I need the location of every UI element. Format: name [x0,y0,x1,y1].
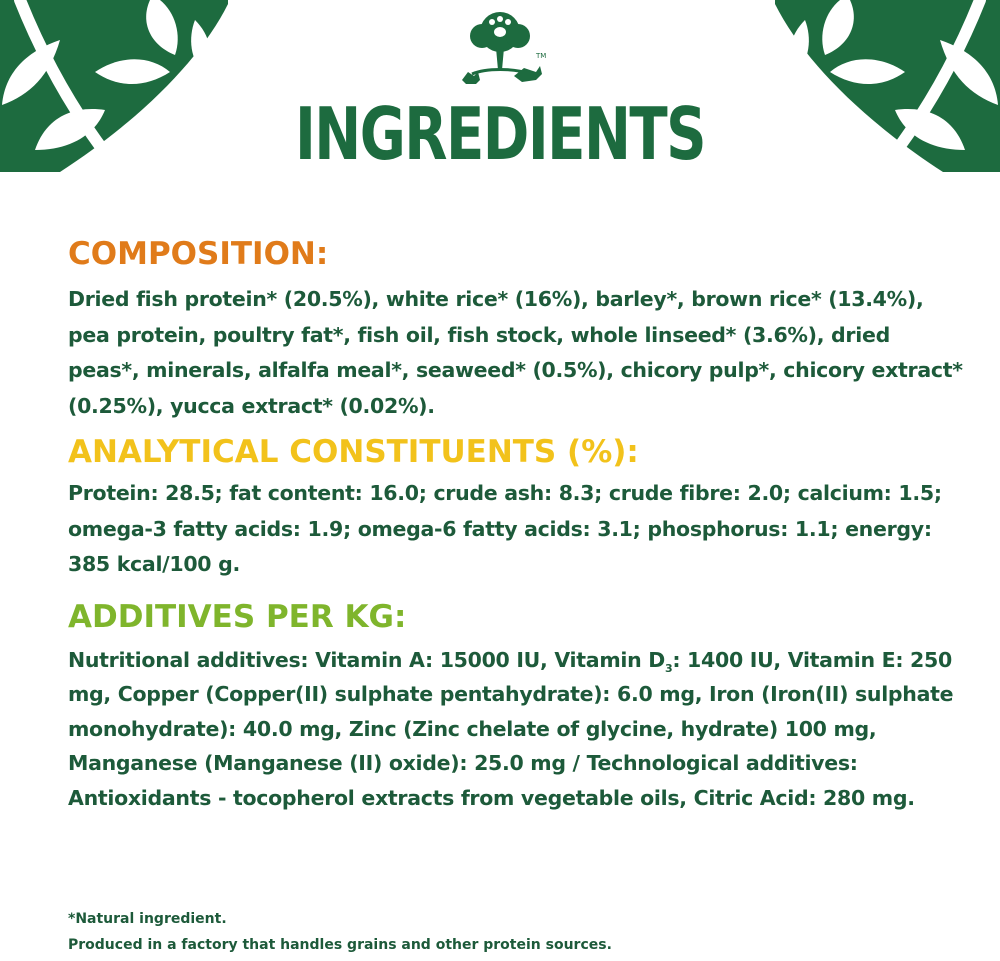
allergen-note: Produced in a factory that handles grains and other protein sources. [68,937,612,953]
additives-text-start: Nutritional additives: Vitamin A: 15000 IU, Vitamin D [68,647,665,672]
trademark-label: TM [536,52,547,60]
header-banner [0,0,1000,176]
additives-heading: ADDITIVES PER KG: [68,598,407,635]
natural-ingredient-note: *Natural ingredient. [68,911,227,927]
ingredients-content [68,232,968,815]
analytical-section [68,430,968,583]
tree-with-pets-icon [452,10,548,90]
page-title: INGREDIENTS [294,92,706,176]
analytical-heading: ANALYTICAL CONSTITUENTS (%): [68,434,639,470]
analytical-text: Protein: 28.5; fat content: 16.0; crude ash: 8.3; crude fibre: 2.0; calcium: 1.5; omega-3 fatty acids: 1.9; omega-6 fatty acids: 3.1; phosphorus: 1.1; energy: 385 kcal/100 g. [68,481,942,576]
additives-section [68,595,968,816]
composition-text: Dried fish protein* (20.5%), white rice* (16%), barley*, brown rice* (13.4%), pea protein, poultry fat*, fish oil, fish stock, whole linseed* (3.6%), dried peas*, minerals, alfalfa meal*, seaweed* (0.5%), chicory pulp*, chicory extract* (0.25%), yucca extract* (0.02%). [68,287,963,418]
composition-heading: COMPOSITION: [68,236,329,272]
composition-section [68,232,968,424]
additives-text-end: : 1400 IU, Vitamin E: 250 mg, Copper (Copper(II) sulphate pentahydrate): 6.0 mg, Iron (Iron(II) sulphate monohydrate): 40.0 mg, Zinc (Zinc chelate of glycine, hydrate) 100 mg, Manganese (Manganese (II) oxide): 25.0 mg / Technological additives: Antioxidants - tocopherol extracts from vegetable oils, Citric Acid: 280 mg. [68,647,954,810]
additives-subscript: 3 [664,661,673,675]
additives-text [68,643,968,816]
footer-notes [68,906,968,958]
